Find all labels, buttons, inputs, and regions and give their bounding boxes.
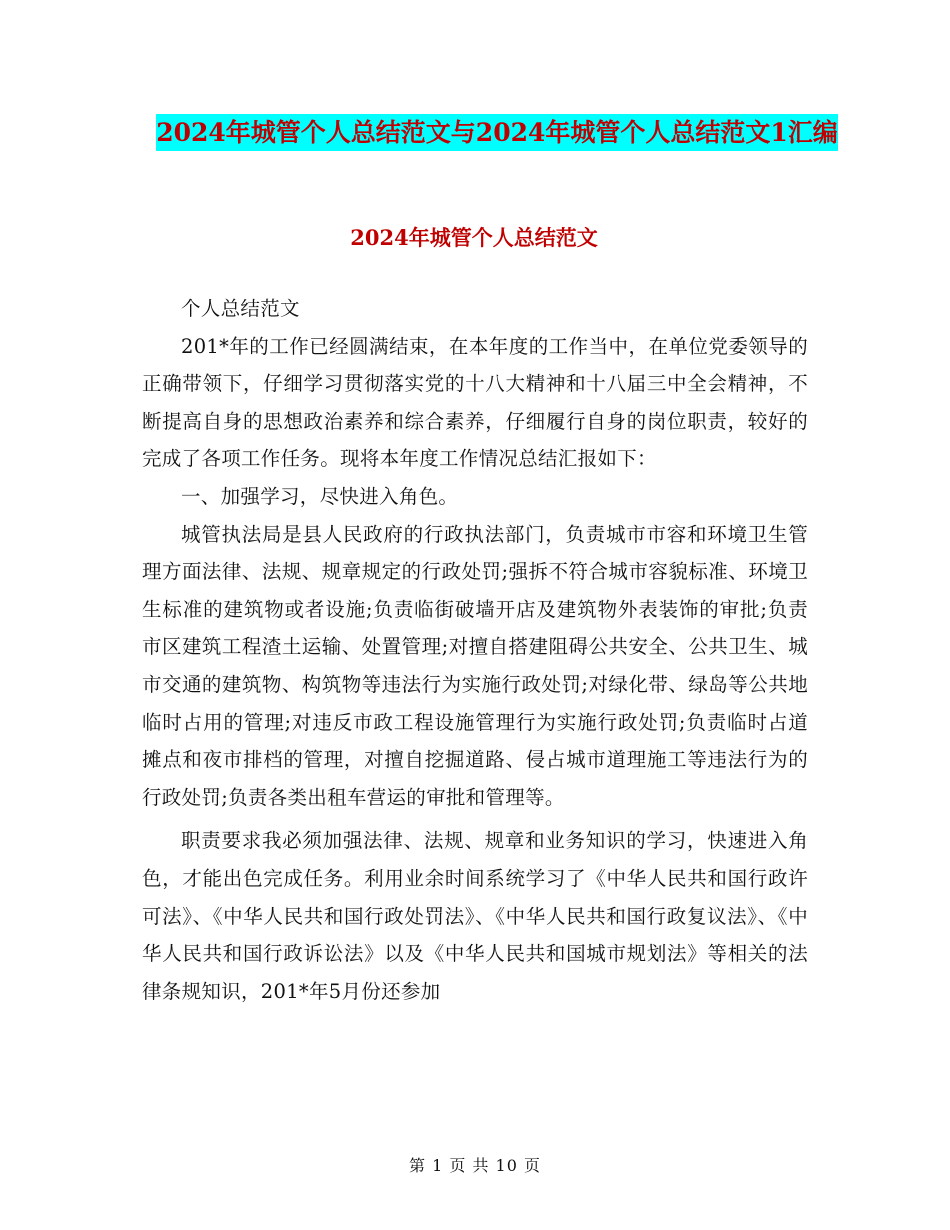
paragraph-duties: 城管执法局是县人民政府的行政执法部门，负责城市市容和环境卫生管理方面法律、法规、规章规定的行政处罚;强拆不符合城市容貌标准、环境卫生标准的建筑物或者设施;负责临街破墙开店及建筑物外表装饰的审批;负责市区建筑工程渣土运输、处置管理;对擅自搭建阻碍公共安全、公共卫生、城市交通的建筑物、构筑物等违法行为实施行政处罚;对绿化带、绿岛等公共地临时占用的管理;对违反市政工程设施管理行为实施行政处罚;负责临时占道摊点和夜市排档的管理，对擅自挖掘道路、侵占城市道理施工等违法行为的行政处罚;负责各类出租车营运的审批和管理等。: [142, 522, 808, 809]
paragraph-subheading: 一、加强学习，尽快进入角色。: [181, 484, 459, 508]
paragraph-study: 职责要求我必须加强法律、法规、规章和业务知识的学习，快速进入角色，才能出色完成任务。利用业余时间系统学习了《中华人民共和国行政许可法》、《中华人民共和国行政处罚法》、《中华人民共和国行政复议法》、《中华人民共和国行政诉讼法》以及《中华人民共和国城市规划法》等相关的法律条规知识，201*年5月份还参加: [142, 829, 808, 1003]
document-title: [140, 110, 854, 156]
paragraph-intro: 201*年的工作已经圆满结束，在本年度的工作当中，在单位党委领导的正确带领下，仔细学习贯彻落实党的十八大精神和十八届三中全会精神，不断提高自身的思想政治素养和综合素养，仔细履行自身的岗位职责，较好的完成了各项工作任务。现将本年度工作情况总结汇报如下：: [142, 334, 808, 471]
document-title-text: 2024年城管个人总结范文与2024年城管个人总结范文1汇编: [156, 114, 838, 151]
document-body: [142, 290, 808, 1010]
paragraph-heading: 个人总结范文: [181, 297, 300, 320]
section-title: 2024年城管个人总结范文: [350, 225, 598, 250]
page-number-footer: 第 1 页 共 10 页: [409, 1156, 541, 1175]
